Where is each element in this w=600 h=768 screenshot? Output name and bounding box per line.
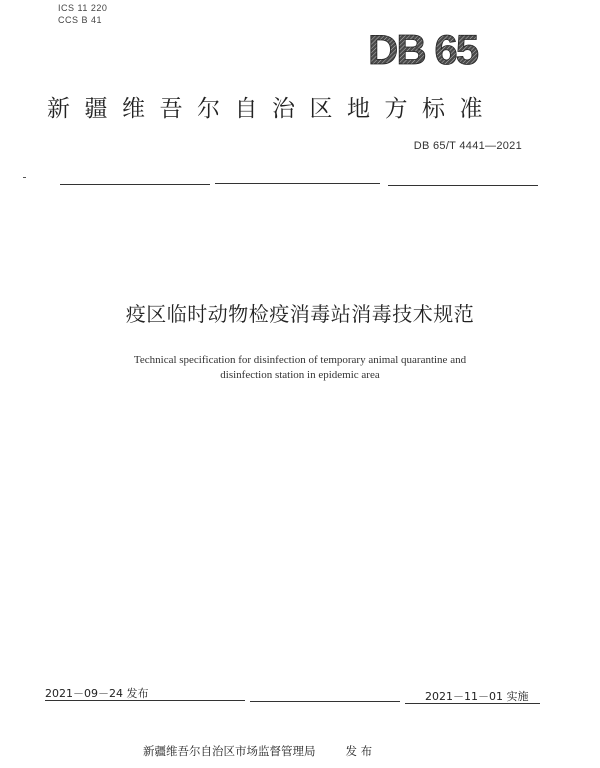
footer-rule-segment [45,700,245,701]
title-english-line: Technical specification for disinfection of temporary animal quarantine and [133,354,467,366]
header-rule-segment [60,184,210,185]
svg-text:DB 65: DB 65 [368,26,478,70]
issue-date: 2021－09－24 发布 [45,687,149,700]
ics-code: ICS 11 220 [58,3,108,13]
standard-number: DB 65/T 4441—2021 [413,140,522,152]
db65-logo [368,26,508,70]
title-english-line: disinfection station in epidemic area [220,369,380,381]
title-english [80,353,520,383]
publisher-action: 发 布 [345,744,373,758]
publisher-name: 新疆维吾尔自治区市场监督管理局 [143,744,316,758]
header-rule-segment [215,183,380,184]
implementation-date: 2021－11－01 实施 [425,690,529,703]
publisher-line [143,743,372,759]
header-rule-segment [388,185,538,186]
db65-logo-mark [368,26,508,70]
title-chinese: 疫区临时动物检疫消毒站消毒技术规范 [125,302,475,326]
margin-mark [23,177,26,178]
footer-rule-segment [250,701,400,702]
classification-codes [58,2,107,26]
standard-type: 新疆维吾尔自治区地方标准 [47,96,497,122]
footer-rule-segment [405,703,540,704]
ccs-code: CCS B 41 [58,15,103,25]
